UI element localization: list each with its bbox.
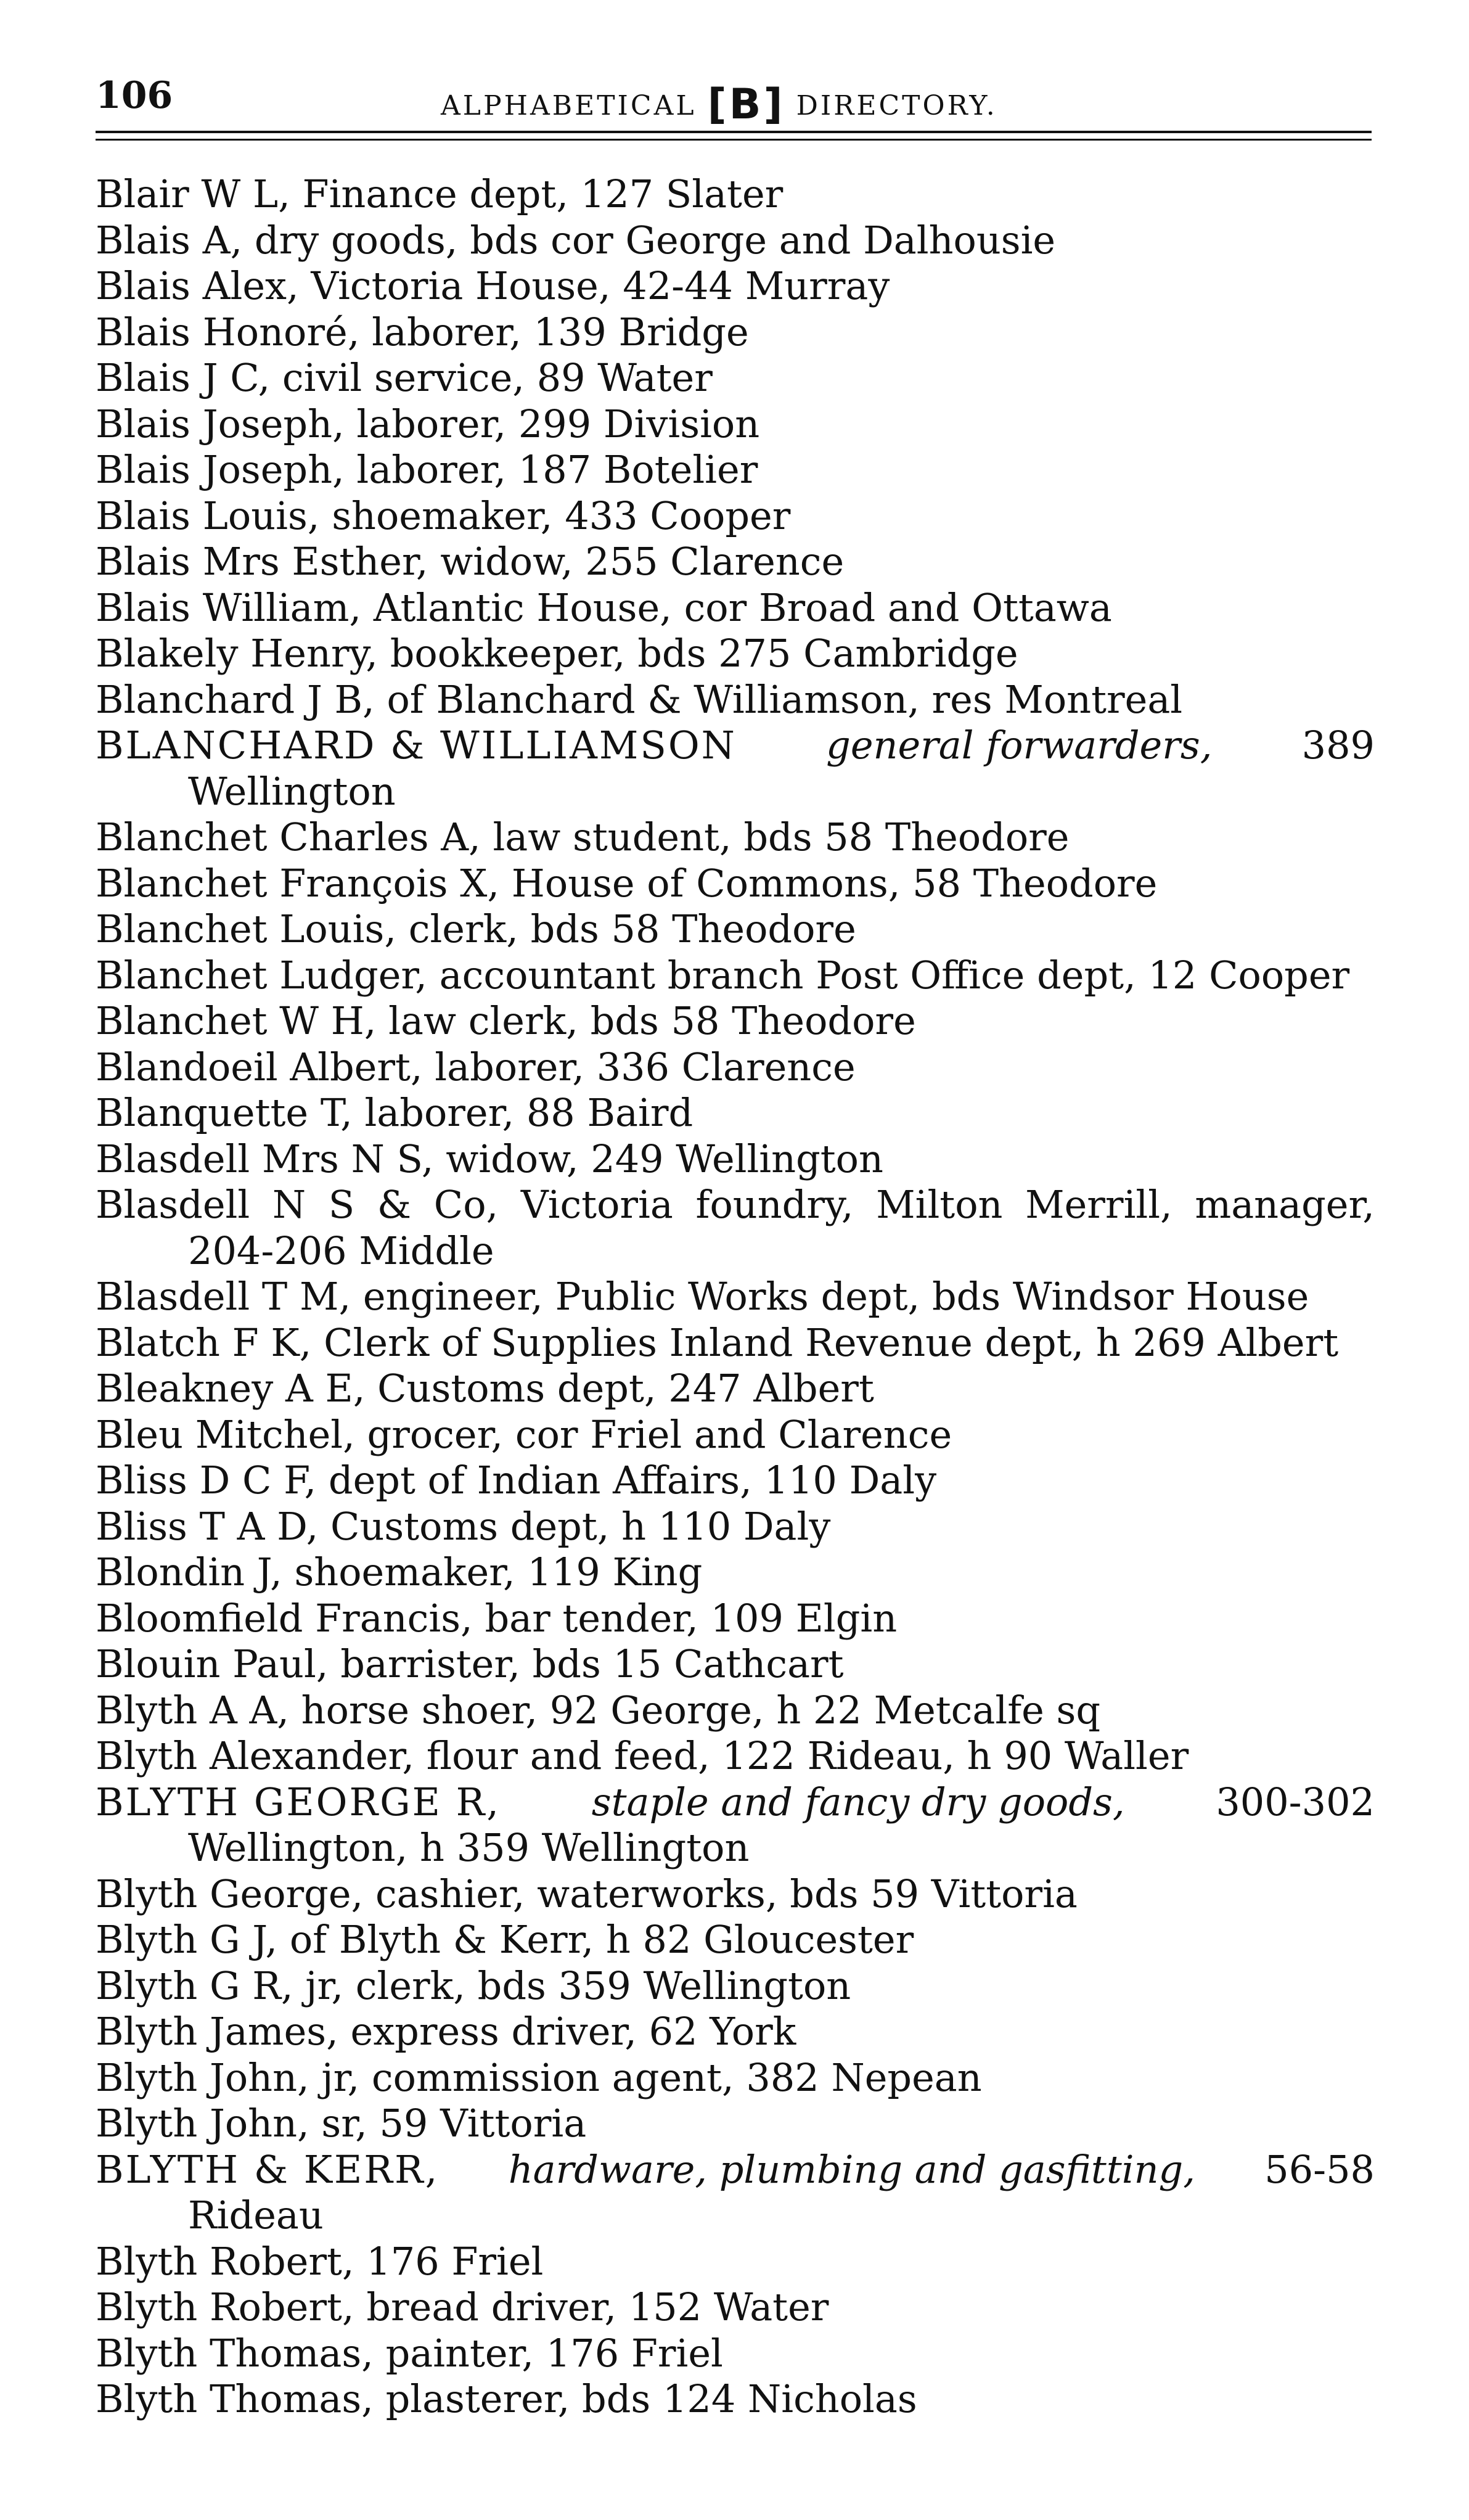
entry-text: Blais Honoré, laborer, 139 Bridge (96, 309, 749, 355)
directory-entry (96, 1549, 1375, 1596)
directory-entry (96, 218, 1375, 264)
directory-entry (96, 1596, 1375, 1642)
entry-text: Blouin Paul, barrister, bds 15 Cathcart (96, 1641, 844, 1686)
entry-text: Blyth Robert, bread driver, 152 Water (96, 2284, 829, 2329)
directory-entry (96, 2284, 1375, 2331)
entry-text: Blandoeil Albert, laborer, 336 Clarence (96, 1044, 856, 1090)
entry-text: Blyth Thomas, plasterer, bds 124 Nicholas (96, 2376, 917, 2421)
directory-entry (96, 1045, 1375, 1091)
directory-entry (96, 1090, 1375, 1136)
entry-text: Blais Alex, Victoria House, 42-44 Murray (96, 263, 890, 308)
firm-name: BLANCHARD & WILLIAMSON (96, 723, 737, 768)
directory-entry (96, 1779, 1375, 1871)
page-header (96, 62, 1372, 129)
directory-entry (96, 953, 1375, 999)
header-rule (96, 131, 1372, 141)
entry-continuation: Wellington, h 359 Wellington (188, 1825, 750, 1870)
running-title-right: DIRECTORY. (796, 90, 997, 121)
directory-entry (96, 677, 1375, 723)
directory-entry (96, 493, 1375, 540)
entry-text: Blair W L, Finance dept, 127 Slater (96, 171, 784, 216)
directory-entry (96, 355, 1375, 401)
directory-entry (96, 1458, 1375, 1504)
directory-entry (96, 631, 1375, 677)
directory-entry (96, 1320, 1375, 1366)
firm-address: 389 (1301, 723, 1375, 768)
entry-text: Blais William, Atlantic House, cor Broad and Ottawa (96, 585, 1112, 630)
directory-entry (96, 539, 1375, 585)
firm-business: staple and fancy dry goods, (591, 1779, 1125, 1824)
entry-text: Blais Joseph, laborer, 299 Division (96, 401, 760, 446)
directory-entry (96, 2147, 1375, 2239)
entry-text: Blanchet Louis, clerk, bds 58 Theodore (96, 906, 856, 951)
directory-entry (96, 906, 1375, 953)
entry-text: Blanchet W H, law clerk, bds 58 Theodore (96, 998, 916, 1043)
entry-text: Blyth John, jr, commission agent, 382 Nepean (96, 2054, 982, 2100)
entry-text: Blyth G R, jr, clerk, bds 359 Wellington (96, 1963, 851, 2008)
entry-text: Blais Louis, shoemaker, 433 Cooper (96, 493, 791, 538)
running-title (441, 80, 997, 129)
directory-entry (96, 1688, 1375, 1734)
directory-entry (96, 1963, 1375, 2009)
directory-entry (96, 723, 1375, 815)
directory-entry (96, 1871, 1375, 1918)
directory-entry (96, 2376, 1375, 2423)
directory-entry (96, 1504, 1375, 1550)
directory-entry (96, 1917, 1375, 1963)
entry-text: Bliss T A D, Customs dept, h 110 Daly (96, 1503, 831, 1549)
entry-text: Bleu Mitchel, grocer, cor Friel and Clarence (96, 1411, 952, 1457)
firm-business: general forwarders, (826, 723, 1213, 768)
directory-entry (96, 1366, 1375, 1412)
entry-text: Blais Joseph, laborer, 187 Botelier (96, 447, 758, 492)
directory-entry (96, 263, 1375, 310)
directory-entry (96, 2055, 1375, 2101)
entry-text: Blais A, dry goods, bds cor George and Dalhousie (96, 217, 1056, 263)
directory-entry (96, 1412, 1375, 1458)
entry-text: Blasdell Mrs N S, widow, 249 Wellington (96, 1136, 883, 1181)
entry-text: Blasdell N S & Co, Victoria foundry, Milton Merrill, manager, (96, 1182, 1375, 1227)
directory-entry (96, 1182, 1375, 1274)
entry-text: Blanchet François X, House of Commons, 58 Theodore (96, 860, 1158, 906)
entry-text: Blyth George, cashier, waterworks, bds 59 Vittoria (96, 1871, 1078, 1916)
entry-text: Bleakney A E, Customs dept, 247 Albert (96, 1366, 874, 1411)
directory-entries (96, 171, 1375, 2423)
entry-continuation: Wellington (188, 768, 396, 814)
entry-text: Blyth Robert, 176 Friel (96, 2238, 544, 2284)
directory-entry (96, 171, 1375, 218)
directory-entry (96, 1641, 1375, 1688)
entry-text: Bloomfield Francis, bar tender, 109 Elgin (96, 1595, 898, 1641)
firm-address: 56-58 (1264, 2146, 1375, 2192)
directory-entry (96, 447, 1375, 493)
directory-entry (96, 815, 1375, 861)
page-number: 106 (96, 74, 173, 117)
directory-entry (96, 998, 1375, 1045)
directory-entry (96, 1274, 1375, 1320)
entry-text: Blanchard J B, of Blanchard & Williamson, res Montreal (96, 676, 1183, 722)
entry-text: Blyth James, express driver, 62 York (96, 2009, 796, 2054)
entry-text: Blais J C, civil service, 89 Water (96, 355, 713, 400)
entry-text: Bliss D C F, dept of Indian Affairs, 110 Daly (96, 1458, 937, 1503)
directory-entry (96, 2009, 1375, 2055)
entry-text: Blanchet Ludger, accountant branch Post Office dept, 12 Cooper (96, 952, 1350, 998)
directory-entry (96, 310, 1375, 356)
entry-text: Blanquette T, laborer, 88 Baird (96, 1090, 694, 1135)
entry-continuation: Rideau (188, 2193, 324, 2238)
entry-text: Blyth John, sr, 59 Vittoria (96, 2101, 587, 2146)
running-title-letter: [B] (707, 80, 785, 129)
entry-text: Blyth Thomas, painter, 176 Friel (96, 2330, 723, 2376)
directory-entry (96, 585, 1375, 631)
entry-text: Blais Mrs Esther, widow, 255 Clarence (96, 539, 845, 584)
entry-text: Blyth A A, horse shoer, 92 George, h 22 Metcalfe sq (96, 1687, 1101, 1733)
entry-text: Blondin J, shoemaker, 119 King (96, 1549, 703, 1594)
directory-entry (96, 401, 1375, 448)
running-title-left: ALPHABETICAL (441, 90, 697, 121)
firm-business: hardware, plumbing and gasfitting, (508, 2146, 1195, 2192)
entry-text: Blatch F K, Clerk of Supplies Inland Revenue dept, h 269 Albert (96, 1320, 1339, 1365)
directory-entry (96, 2331, 1375, 2377)
entry-text: Blyth Alexander, flour and feed, 122 Rideau, h 90 Waller (96, 1733, 1189, 1778)
directory-entry (96, 1733, 1375, 1779)
entry-continuation: 204-206 Middle (188, 1228, 494, 1273)
firm-name: BLYTH GEORGE R, (96, 1779, 501, 1824)
firm-name: BLYTH & KERR, (96, 2146, 440, 2192)
directory-entry (96, 2101, 1375, 2147)
entry-text: Blakely Henry, bookkeeper, bds 275 Cambridge (96, 631, 1018, 676)
directory-entry (96, 861, 1375, 907)
entry-text: Blyth G J, of Blyth & Kerr, h 82 Gloucester (96, 1917, 914, 1962)
directory-entry (96, 2239, 1375, 2285)
directory-entry (96, 1136, 1375, 1183)
entry-text: Blasdell T M, engineer, Public Works dept, bds Windsor House (96, 1274, 1309, 1319)
firm-address: 300-302 (1216, 1779, 1375, 1824)
entry-text: Blanchet Charles A, law student, bds 58 Theodore (96, 815, 1070, 860)
